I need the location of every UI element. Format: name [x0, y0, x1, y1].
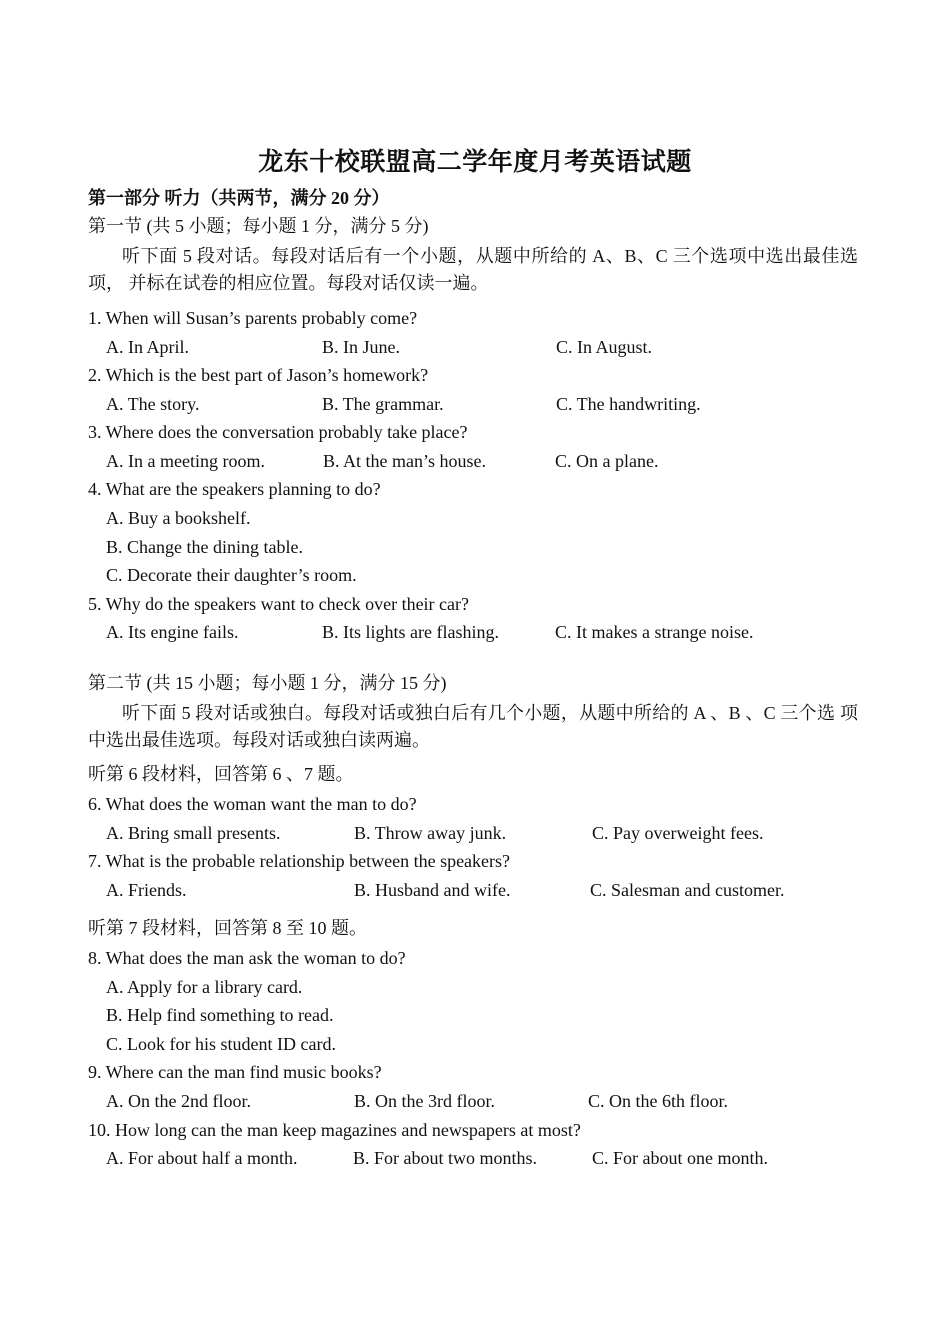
- question-6-option-a: A. Bring small presents.: [106, 823, 281, 843]
- question-10-option-b: B. For about two months.: [353, 1148, 538, 1168]
- question-4: 4. What are the speakers planning to do?: [88, 479, 381, 499]
- section2-heading: 第二节 (共 15 小题；每小题 1 分，满分 15 分): [88, 673, 447, 693]
- question-5: 5. Why do the speakers want to check over their car?: [88, 594, 470, 614]
- question-3-option-a: A. In a meeting room.: [106, 451, 265, 471]
- question-10-option-a: A. For about half a month.: [106, 1148, 298, 1168]
- question-9-option-b: B. On the 3rd floor.: [354, 1091, 495, 1111]
- question-8-option-b: B. Help find something to read.: [106, 1005, 334, 1025]
- question-6-option-c: C. Pay overweight fees.: [592, 823, 764, 843]
- question-10-option-c: C. For about one month.: [592, 1148, 768, 1168]
- question-6: 6. What does the woman want the man to do?: [88, 794, 417, 814]
- question-1-option-b: B. In June.: [322, 337, 400, 357]
- question-5-option-c: C. It makes a strange noise.: [555, 622, 754, 642]
- question-2-option-a: A. The story.: [106, 394, 200, 414]
- section1-heading: 第一节 (共 5 小题；每小题 1 分，满分 5 分): [88, 216, 429, 236]
- group6-label: 听第 6 段材料，回答第 6 、7 题。: [88, 764, 354, 784]
- question-9: 9. Where can the man find music books?: [88, 1062, 382, 1082]
- question-2-option-b: B. The grammar.: [322, 394, 444, 414]
- question-4-option-b: B. Change the dining table.: [106, 537, 303, 557]
- group7-label: 听第 7 段材料，回答第 8 至 10 题。: [88, 918, 367, 938]
- question-7-option-c: C. Salesman and customer.: [590, 880, 785, 900]
- question-4-option-a: A. Buy a bookshelf.: [106, 508, 251, 528]
- question-2: 2. Which is the best part of Jason’s homework?: [88, 365, 429, 385]
- question-8: 8. What does the man ask the woman to do?: [88, 948, 406, 968]
- section2-instructions: 听下面 5 段对话或独白。每段对话或独白后有几个小题，从题中所给的 A 、B 、C 三个选 项中选出最佳选项。每段对话或独白读两遍。: [88, 703, 858, 750]
- question-3-option-c: C. On a plane.: [555, 451, 659, 471]
- question-1-option-a: A. In April.: [106, 337, 189, 357]
- question-2-option-c: C. The handwriting.: [556, 394, 701, 414]
- question-5-option-a: A. Its engine fails.: [106, 622, 239, 642]
- question-4-option-c: C. Decorate their daughter’s room.: [106, 565, 357, 585]
- question-7-option-a: A. Friends.: [106, 880, 187, 900]
- question-1: 1. When will Susan’s parents probably come?: [88, 308, 418, 328]
- question-7: 7. What is the probable relationship between the speakers?: [88, 851, 511, 871]
- question-8-option-c: C. Look for his student ID card.: [106, 1034, 336, 1054]
- question-9-option-c: C. On the 6th floor.: [588, 1091, 728, 1111]
- part1-heading: 第一部分 听力（共两节，满分 20 分）: [88, 188, 390, 208]
- question-7-option-b: B. Husband and wife.: [354, 880, 511, 900]
- question-6-option-b: B. Throw away junk.: [354, 823, 507, 843]
- question-5-option-b: B. Its lights are flashing.: [322, 622, 499, 642]
- exam-title: 龙东十校联盟高二学年度月考英语试题: [258, 149, 692, 176]
- section1-instructions: 听下面 5 段对话。每段对话后有一个小题，从题中所给的 A、B、C 三个选项中选出最佳选项， 并标在试卷的相应位置。每段对话仅读一遍。: [88, 246, 858, 293]
- question-3: 3. Where does the conversation probably take place?: [88, 422, 468, 442]
- question-1-option-c: C. In August.: [556, 337, 653, 357]
- question-10: 10. How long can the man keep magazines and newspapers at most?: [88, 1120, 581, 1140]
- question-8-option-a: A. Apply for a library card.: [106, 977, 303, 997]
- question-9-option-a: A. On the 2nd floor.: [106, 1091, 251, 1111]
- question-3-option-b: B. At the man’s house.: [323, 451, 486, 471]
